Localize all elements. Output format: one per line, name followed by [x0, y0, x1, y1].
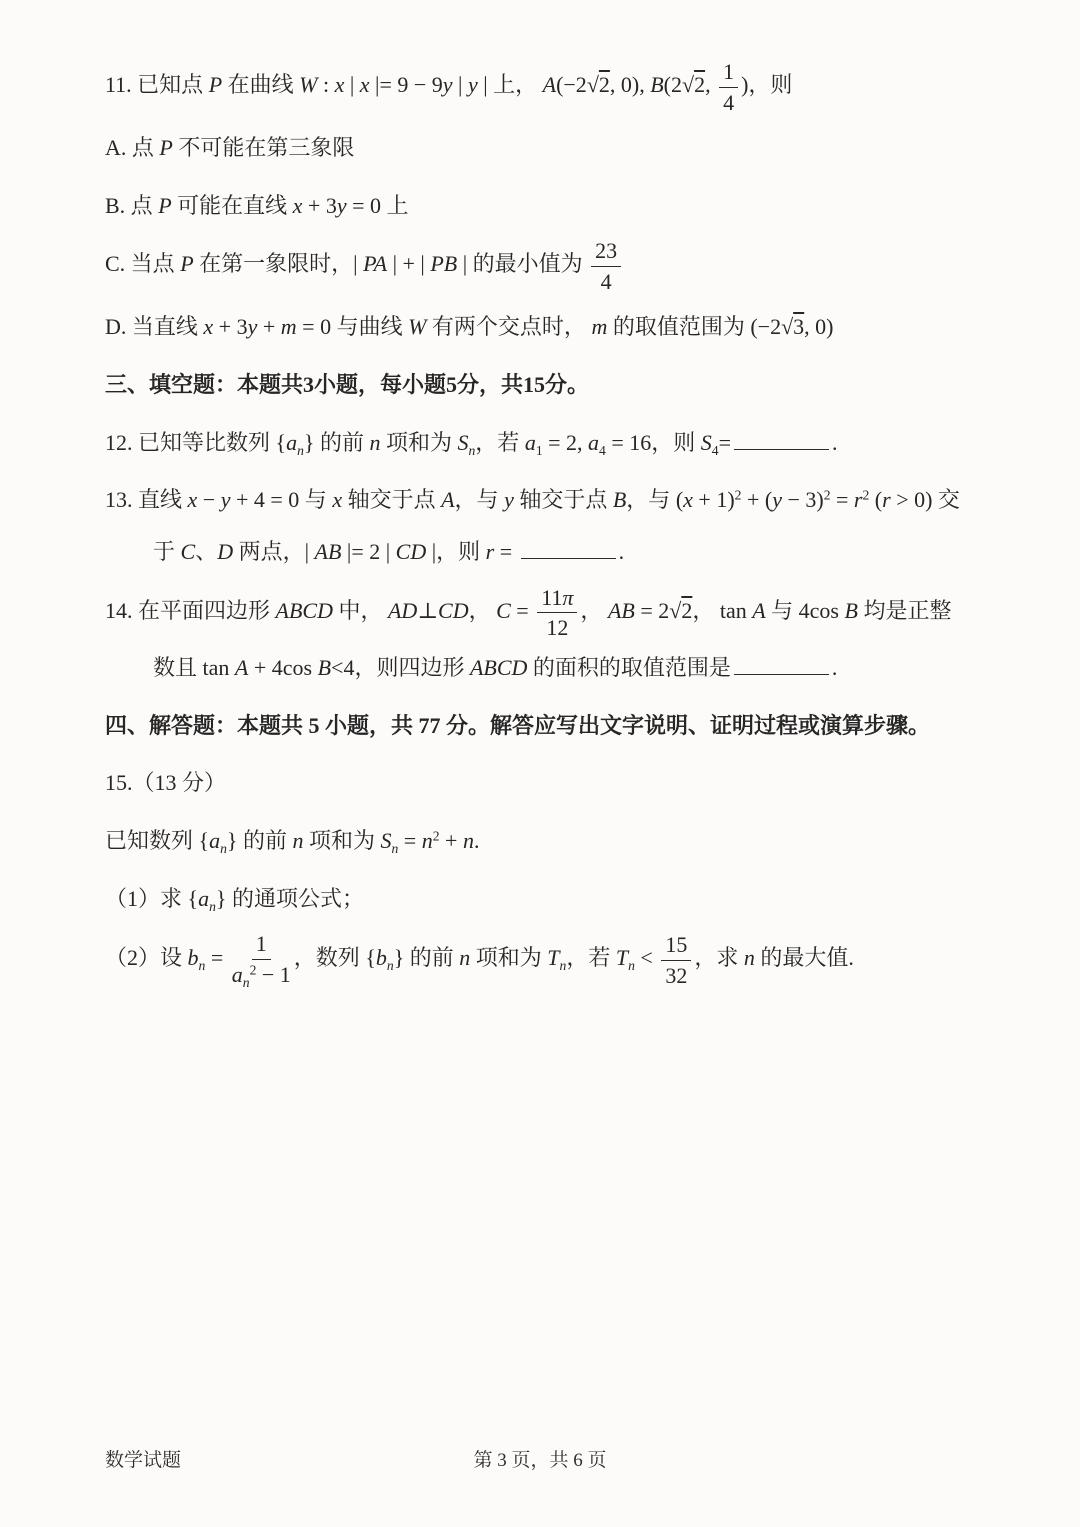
text-run: x — [332, 487, 343, 513]
text-run: 2 — [249, 962, 257, 978]
text-run: 均是正整数且 tan — [153, 597, 952, 680]
text-run: x — [187, 487, 198, 513]
text-run: y — [336, 192, 347, 218]
text-run: B — [844, 597, 858, 623]
text-run: （1）求 — [105, 885, 188, 911]
text-run: n — [386, 958, 394, 974]
text-run: = — [494, 539, 518, 565]
text-run: b — [187, 945, 199, 971]
text-run: n — [242, 974, 250, 990]
text-run: D. 当直线 — [105, 314, 204, 340]
text-run: 轴交于点 — [513, 487, 613, 513]
text-run: P — [159, 135, 173, 160]
text-run: n — [391, 840, 399, 856]
text-run: } — [393, 945, 405, 971]
text-run: r — [485, 539, 495, 565]
text-run: B. 点 — [105, 192, 159, 218]
text-run: 32 — [665, 962, 688, 988]
text-run: 与曲线 — [331, 314, 409, 340]
text-run: 两点， — [233, 539, 305, 565]
text-run: ，数列 — [293, 945, 366, 971]
sqrt: √2 — [682, 72, 706, 98]
text-run: y — [467, 72, 478, 98]
text-run: = 2, — [542, 429, 589, 455]
text-run: 的面积的取值范围是 — [527, 654, 731, 680]
sqrt: √2 — [586, 72, 610, 98]
text-run: A — [441, 487, 455, 513]
text-run: = — [510, 597, 535, 623]
text-run: ， tan — [692, 597, 753, 623]
text-run: 的取值范围为 — [607, 314, 751, 340]
text-run: 15 — [665, 932, 688, 958]
text-run: 12 — [546, 615, 569, 641]
text-run: − — [197, 487, 221, 513]
text-run: 的前 — [314, 429, 370, 455]
text-run: 23 — [595, 238, 618, 264]
text-run: | — [353, 251, 364, 277]
text-run: AD — [387, 597, 418, 623]
text-run: P — [180, 251, 194, 277]
text-run: . — [831, 654, 838, 680]
text-run: n — [292, 827, 304, 853]
text-run: | — [304, 539, 315, 565]
text-run: ( — [675, 487, 684, 513]
text-run: 可能在直线 — [171, 192, 293, 218]
text-run: （2）设 — [105, 945, 188, 971]
text-run: n — [559, 958, 567, 974]
text-run: , 0) — [804, 314, 834, 340]
text-run: y — [772, 487, 782, 513]
text-run: x — [334, 72, 345, 98]
text-run: n — [198, 958, 206, 974]
text-run: 项和为 — [470, 945, 548, 971]
answer-blank — [734, 670, 829, 675]
text-run: |= 2 | — [341, 539, 396, 565]
question-15-intro — [105, 815, 970, 867]
text-run: n — [743, 945, 755, 971]
footer-page-number: 第 3 页，共 6 页 — [473, 1450, 607, 1472]
text-run: = 2 — [634, 597, 670, 623]
text-run: 项和为 — [303, 827, 381, 853]
text-run: | — [426, 539, 437, 565]
question-11-stem — [105, 58, 970, 116]
text-run: n — [421, 827, 433, 853]
question-15-part-1 — [105, 873, 970, 925]
text-run: a — [588, 429, 600, 455]
text-run: 1 — [255, 931, 267, 957]
text-run: x — [359, 72, 370, 98]
text-run: 中， — [332, 597, 388, 623]
text-run: (−2 — [750, 314, 782, 340]
text-run: a — [286, 429, 298, 455]
text-run: 4 — [599, 442, 606, 458]
text-run: 有两个交点时， — [426, 314, 592, 340]
text-run: + 3 — [302, 192, 337, 218]
text-run: ，则 — [651, 429, 701, 455]
text-run: | — [344, 72, 360, 98]
text-run: B — [650, 72, 664, 98]
text-run: C — [180, 539, 196, 565]
text-run: T — [615, 945, 629, 971]
text-run: { — [365, 945, 376, 971]
text-run: = 0 — [296, 314, 332, 340]
text-run: + 4 = 0 — [230, 487, 300, 513]
text-run: y — [247, 314, 258, 340]
text-run: r — [853, 487, 863, 513]
text-run: 已知数列 — [105, 827, 199, 853]
text-run: ， — [580, 597, 608, 623]
text-run: b — [375, 945, 387, 971]
text-run: a — [209, 827, 221, 853]
text-run: S — [700, 429, 712, 455]
text-run: W — [408, 314, 427, 340]
text-run: = — [398, 827, 422, 853]
text-run: { — [187, 885, 199, 911]
text-run: = — [718, 429, 732, 455]
text-run: ，若 — [475, 429, 525, 455]
text-run: W — [299, 72, 318, 98]
text-run: + — [439, 827, 463, 853]
text-run: } — [303, 429, 315, 455]
text-run: : — [317, 72, 335, 98]
text-run: y — [504, 487, 514, 513]
text-run: + 3 — [213, 314, 248, 340]
text-run: B — [612, 487, 627, 513]
text-run: ABCD — [275, 597, 333, 623]
text-run: + 1) — [692, 487, 735, 513]
text-run: 1 — [723, 59, 735, 84]
text-run: x — [683, 487, 693, 513]
text-run: π — [562, 584, 574, 610]
text-run: 轴交于点 — [342, 487, 442, 513]
text-run: { — [198, 827, 210, 853]
text-run: A — [752, 597, 766, 623]
text-run: ，则 — [748, 72, 793, 98]
text-run: 11. 已知点 — [105, 72, 209, 98]
text-run: n — [209, 898, 216, 914]
answer-blank — [521, 554, 616, 559]
text-run: n — [369, 429, 381, 455]
text-run: y — [220, 487, 231, 513]
fraction — [537, 584, 577, 642]
fraction — [719, 58, 738, 116]
section-4-header: 四、解答题：本题共 5 小题，共 77 分。解答应写出文字说明、证明过程或演算步骤。 — [105, 712, 931, 738]
text-run: | — [477, 72, 494, 98]
text-run: 1 — [535, 442, 543, 458]
text-run: 的前 — [404, 945, 460, 971]
question-15-part-2 — [105, 930, 970, 990]
text-run: ，若 — [566, 945, 616, 971]
text-run: + ( — [741, 487, 773, 513]
text-run: = 0 — [346, 192, 382, 218]
text-run: 项和为 — [380, 429, 458, 455]
text-run: 14. 在平面四边形 — [105, 597, 276, 623]
text-run: 11 — [541, 584, 563, 610]
text-run: r — [882, 487, 891, 513]
text-run: . — [832, 429, 838, 455]
text-run: 、 — [195, 539, 218, 565]
question-13 — [105, 474, 970, 577]
text-run: | + | — [387, 251, 431, 277]
text-run: CD — [438, 597, 469, 623]
text-run: = — [830, 487, 854, 513]
text-run: (2 — [663, 72, 682, 98]
fraction — [232, 930, 291, 990]
text-run: ，则 — [436, 539, 486, 565]
text-run: C — [496, 597, 511, 623]
text-run: n — [468, 442, 476, 458]
text-run: 在第一象限时， — [193, 251, 354, 277]
text-run: y — [442, 72, 453, 98]
text-run: 2 — [432, 828, 440, 844]
text-run: + — [257, 314, 281, 340]
text-run: ) — [741, 72, 749, 98]
text-run: 2 — [862, 487, 870, 503]
text-run: 交于 — [153, 487, 960, 565]
text-run: 与 — [299, 487, 333, 513]
text-run: = — [205, 945, 229, 971]
text-run: 的前 — [237, 827, 293, 853]
text-run: B — [317, 654, 332, 680]
text-run: A — [234, 654, 249, 680]
text-run: x — [292, 192, 303, 218]
text-run: D — [217, 539, 234, 565]
text-run: ABCD — [469, 654, 528, 680]
text-run: 的通项公式； — [226, 885, 364, 911]
text-run: n — [459, 945, 471, 971]
text-run: 13. 直线 — [105, 487, 188, 513]
question-12 — [105, 417, 970, 469]
text-run: 在曲线 — [222, 72, 300, 98]
sqrt: √2 — [669, 597, 693, 623]
text-run: S — [457, 429, 469, 455]
text-run: x — [203, 314, 214, 340]
text-run: 4 — [711, 442, 719, 458]
answer-blank — [734, 445, 829, 450]
text-run: < — [634, 945, 659, 971]
text-run: P — [158, 192, 172, 218]
text-run: A — [542, 72, 557, 98]
text-run: 与 4cos — [765, 597, 845, 623]
text-run: . — [618, 539, 625, 565]
text-run: > 0) — [890, 487, 933, 513]
page-footer — [105, 1448, 975, 1475]
text-run: n — [297, 442, 304, 458]
text-run: } — [226, 827, 238, 853]
text-run: T — [547, 945, 560, 971]
text-run: , 0), — [609, 72, 651, 98]
text-run: 不可能在第三象限 — [172, 135, 355, 160]
text-run: m — [280, 314, 297, 340]
text-run: ( — [869, 487, 883, 513]
text-run: − 3) — [781, 487, 824, 513]
text-run: − 1 — [256, 961, 291, 987]
text-run: CD — [395, 539, 427, 565]
text-run: <4，则四边形 — [331, 654, 470, 680]
text-run: | — [452, 72, 468, 98]
text-run: n — [628, 958, 635, 974]
question-11-option-b — [105, 180, 970, 232]
text-run: , — [705, 72, 717, 98]
text-run: a — [198, 885, 210, 911]
fraction — [661, 931, 691, 989]
footer-doc-title: 数学试题 — [105, 1450, 182, 1472]
text-run: 4 — [723, 89, 735, 115]
text-run: AB — [607, 597, 635, 623]
text-run: A. 点 — [105, 135, 160, 160]
text-run: 4 — [600, 268, 612, 294]
text-run: n — [220, 840, 227, 856]
text-run: { — [275, 429, 287, 455]
text-run: ， — [468, 597, 497, 623]
text-run: | — [457, 251, 473, 277]
text-run: ，与 — [626, 487, 676, 513]
text-run: 的最大值. — [754, 945, 854, 971]
text-run: } — [215, 885, 227, 911]
text-run: 2 — [823, 487, 831, 503]
text-run: + 4cos — [248, 654, 318, 680]
question-11-option-a — [105, 122, 970, 174]
text-run: S — [380, 827, 392, 853]
text-run: PB — [430, 251, 458, 277]
fraction — [591, 237, 621, 295]
text-run: 12. 已知等比数列 — [105, 429, 276, 455]
text-run: 2 — [734, 487, 742, 503]
text-run: 上 — [381, 192, 409, 218]
text-run: PA — [363, 251, 388, 277]
text-run: . — [473, 827, 480, 853]
text-run: 上， — [493, 72, 543, 98]
text-run: a — [231, 961, 243, 987]
text-run: = 16 — [605, 429, 652, 455]
question-11-option-d — [105, 301, 970, 353]
text-run: n — [462, 827, 474, 853]
question-14 — [105, 584, 970, 694]
question-15-heading: 15.（13 分） — [105, 770, 227, 796]
text-run: ⊥ — [417, 597, 439, 623]
text-run: 的最小值为 — [472, 251, 589, 277]
text-run: |= 9 − 9 — [369, 72, 443, 98]
text-run: AB — [314, 539, 342, 565]
text-run: P — [208, 72, 223, 98]
text-run: a — [524, 429, 536, 455]
sqrt: √3 — [781, 314, 805, 340]
text-run: ，与 — [454, 487, 505, 513]
question-11-option-c — [105, 237, 970, 295]
text-run: m — [591, 314, 608, 340]
section-3-header: 三、填空题：本题共3小题，每小题5分，共15分。 — [105, 372, 590, 398]
text-run: ，求 — [694, 945, 744, 971]
text-run: C. 当点 — [105, 251, 181, 277]
text-run: (−2 — [556, 72, 587, 98]
